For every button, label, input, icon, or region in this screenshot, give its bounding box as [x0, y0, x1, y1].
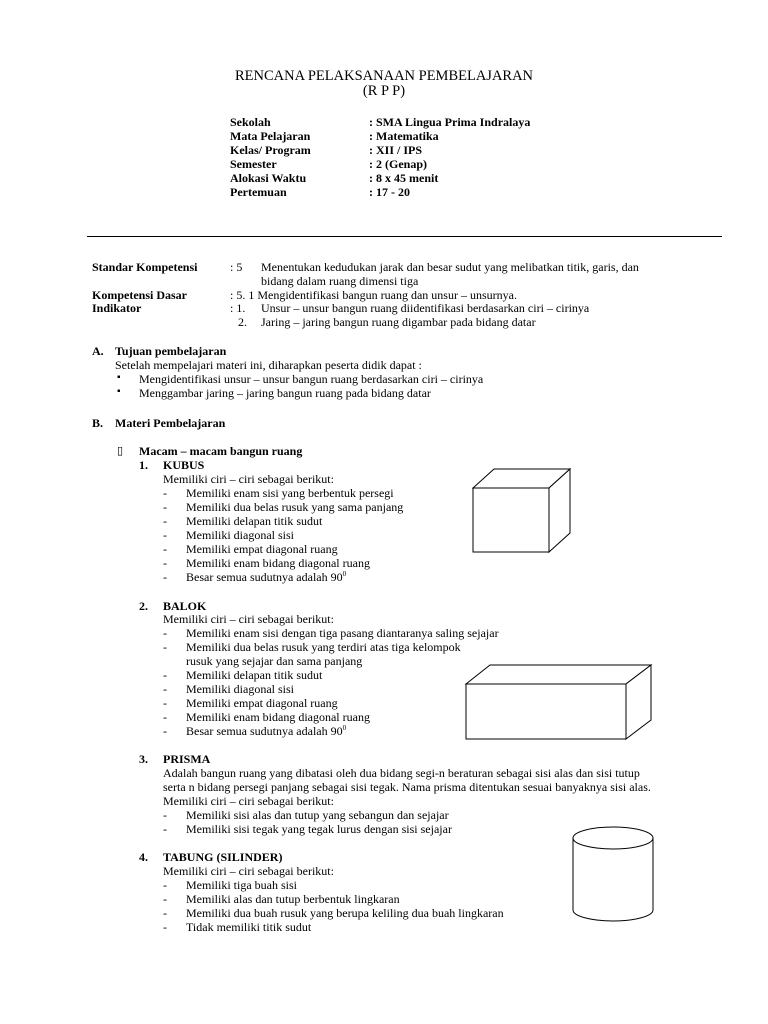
balok-item-cont: rusuk yang sejajar dan sama panjang	[186, 654, 363, 668]
dash: -	[163, 626, 167, 640]
degree-mark: 0	[342, 724, 347, 732]
prisma-item: Memiliki sisi alas dan tutup yang sebangun dan sejajar	[186, 808, 449, 822]
balok-item: Memiliki enam sisi dengan tiga pasang diantaranya saling sejajar	[186, 626, 499, 640]
identity-label: Kelas/ Program	[230, 143, 311, 157]
section-b-marker: B.	[92, 416, 104, 430]
prisma-desc-line2: serta n bidang persegi panjang sebagai sisi tegak. Nama prisma ditentukan sesuai banyaknya sisi alas.	[163, 780, 651, 794]
bullet-icon: ▪	[117, 386, 121, 397]
dash: -	[163, 486, 167, 500]
tabung-item: Memiliki alas dan tutup berbentuk lingkaran	[186, 892, 400, 906]
identity-label: Mata Pelajaran	[230, 129, 311, 143]
sk-label: Standar Kompetensi	[92, 260, 198, 274]
identity-value: : SMA Lingua Prima Indralaya	[369, 115, 531, 129]
dash: -	[163, 514, 167, 528]
kubus-item: Memiliki enam bidang diagonal ruang	[186, 556, 370, 570]
cube-figure	[470, 466, 574, 554]
cylinder-figure	[570, 824, 656, 924]
dash: -	[163, 696, 167, 710]
dash: -	[163, 570, 167, 584]
dash: -	[163, 640, 167, 654]
dash: -	[163, 542, 167, 556]
sk-text-line2: bidang dalam ruang dimensi tiga	[261, 274, 419, 288]
dash: -	[163, 710, 167, 724]
tabung-item: Memiliki dua buah rusuk yang berupa keliling dua buah lingkaran	[186, 906, 504, 920]
indikator-colon: : 1.	[230, 301, 246, 315]
kubus-angle-text: Besar semua sudutnya adalah 90	[186, 570, 343, 584]
kubus-item: Memiliki diagonal sisi	[186, 528, 294, 542]
dash: -	[163, 528, 167, 542]
indikator-label: Indikator	[92, 301, 142, 315]
balok-item-angle	[186, 724, 346, 739]
section-b-heading: Materi Pembelajaran	[115, 416, 226, 430]
cuboid-top-face	[466, 665, 651, 684]
balok-number: 2.	[139, 599, 148, 613]
cylinder-top	[573, 827, 653, 849]
cube-front-face	[473, 488, 549, 552]
kubus-intro: Memiliki ciri – ciri sebagai berikut:	[163, 472, 334, 486]
kubus-title: KUBUS	[163, 458, 205, 472]
identity-value: : Matematika	[369, 129, 439, 143]
tabung-title: TABUNG (SILINDER)	[163, 850, 283, 864]
cuboid-figure	[463, 662, 655, 742]
tabung-item: Memiliki tiga buah sisi	[186, 878, 297, 892]
indikator-item-1: Unsur – unsur bangun ruang diidentifikasi berdasarkan ciri – cirinya	[261, 301, 590, 315]
bullet-icon: ▪	[117, 372, 121, 383]
cuboid-front-face	[466, 684, 626, 739]
kubus-number: 1.	[139, 458, 148, 472]
balok-intro: Memiliki ciri – ciri sebagai berikut:	[163, 612, 334, 626]
tabung-intro: Memiliki ciri – ciri sebagai berikut:	[163, 864, 334, 878]
balok-title: BALOK	[163, 599, 207, 613]
kubus-item: Memiliki delapan titik sudut	[186, 514, 323, 528]
subsection-heading: Macam – macam bangun ruang	[139, 444, 303, 458]
identity-value: : 2 (Genap)	[369, 157, 427, 171]
indikator-item-2: Jaring – jaring bangun ruang digambar pada bidang datar	[261, 315, 536, 329]
kd-text: : 5. 1 Mengidentifikasi bangun ruang dan unsur – unsurnya.	[230, 288, 517, 302]
prisma-title: PRISMA	[163, 752, 211, 766]
kubus-item-angle	[186, 570, 346, 585]
balok-item: Memiliki dua belas rusuk yang terdiri atas tiga kelompok	[186, 640, 461, 654]
horizontal-divider	[87, 236, 722, 237]
kubus-item: Memiliki dua belas rusuk yang sama panjang	[186, 500, 404, 514]
dash: -	[163, 878, 167, 892]
indikator-num-2: 2.	[238, 315, 247, 329]
balok-item: Memiliki diagonal sisi	[186, 682, 294, 696]
identity-value: : XII / IPS	[369, 143, 423, 157]
sk-colon: : 5	[230, 260, 243, 274]
prisma-intro: Memiliki ciri – ciri sebagai berikut:	[163, 794, 334, 808]
identity-value: : 8 x 45 menit	[369, 171, 439, 185]
dash: -	[163, 682, 167, 696]
document-title: RENCANA PELAKSANAAN PEMBELAJARAN	[234, 68, 534, 84]
tabung-number: 4.	[139, 850, 148, 864]
prisma-number: 3.	[139, 752, 148, 766]
dash: -	[163, 822, 167, 836]
identity-value: : 17 - 20	[369, 185, 410, 199]
section-a-intro: Setelah mempelajari materi ini, diharapkan peserta didik dapat :	[115, 358, 422, 372]
cylinder-body	[573, 838, 653, 921]
kubus-item: Memiliki enam sisi yang berbentuk persegi	[186, 486, 394, 500]
dash: -	[163, 724, 167, 738]
balok-item: Memiliki empat diagonal ruang	[186, 696, 338, 710]
dash: -	[163, 500, 167, 514]
identity-label: Semester	[230, 157, 277, 171]
dash: -	[163, 920, 167, 934]
balok-item: Memiliki enam bidang diagonal ruang	[186, 710, 370, 724]
section-a-heading: Tujuan pembelajaran	[115, 344, 227, 358]
prisma-item: Memiliki sisi tegak yang tegak lurus dengan sisi sejajar	[186, 822, 452, 836]
checkbox-bullet-icon: ▯	[117, 445, 124, 457]
kd-label: Kompetensi Dasar	[92, 288, 187, 302]
identity-label: Sekolah	[230, 115, 271, 129]
dash: -	[163, 892, 167, 906]
balok-item: Memiliki delapan titik sudut	[186, 668, 323, 682]
sk-text-line1: Menentukan kedudukan jarak dan besar sudut yang melibatkan titik, garis, dan	[261, 260, 639, 274]
objective-item: Mengidentifikasi unsur – unsur bangun ruang berdasarkan ciri – cirinya	[139, 372, 484, 386]
objective-item: Menggambar jaring – jaring bangun ruang pada bidang datar	[139, 386, 431, 400]
section-a-marker: A.	[92, 344, 104, 358]
identity-label: Pertemuan	[230, 185, 287, 199]
dash: -	[163, 808, 167, 822]
dash: -	[163, 556, 167, 570]
dash: -	[163, 906, 167, 920]
tabung-item: Tidak memiliki titik sudut	[186, 920, 312, 934]
degree-mark: 0	[342, 570, 347, 578]
prisma-desc-line1: Adalah bangun ruang yang dibatasi oleh dua bidang segi-n beraturan sebagai sisi alas dan sisi tutup	[163, 766, 640, 780]
dash: -	[163, 668, 167, 682]
identity-label: Alokasi Waktu	[230, 171, 307, 185]
kubus-item: Memiliki empat diagonal ruang	[186, 542, 338, 556]
document-subtitle: (R P P)	[362, 83, 406, 99]
balok-angle-text: Besar semua sudutnya adalah 90	[186, 724, 343, 738]
